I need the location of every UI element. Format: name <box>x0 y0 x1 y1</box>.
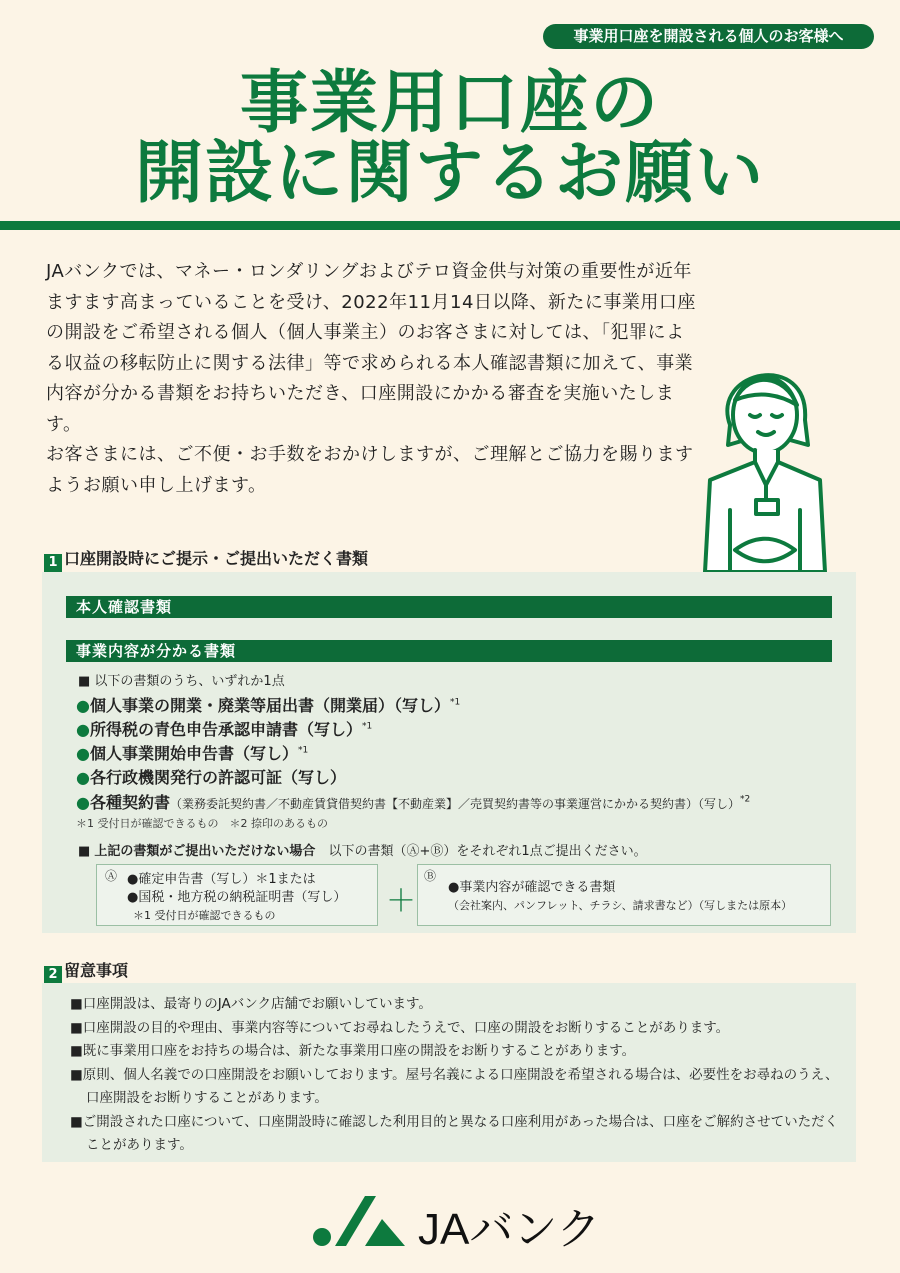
document-item: ●各種契約書（業務委託契約書／不動産賃貸借契約書【不動産業】／売買契約書等の事業運営にかかる契約書）（写し）$^{*2}$ <box>76 793 751 812</box>
title-divider <box>0 221 900 230</box>
notes-panel <box>42 983 856 1162</box>
business-documents-bar: 事業内容が分かる書類 <box>66 640 832 662</box>
document-item: ●各行政機関発行の許認可証（写し） <box>76 768 346 787</box>
option-b-box <box>417 864 831 926</box>
required-documents-panel <box>42 572 856 933</box>
ja-bank-logo <box>310 1192 600 1258</box>
section1-heading <box>44 546 368 572</box>
svg-text:JAバンク: JAバンク <box>418 1205 600 1254</box>
documents-lead: ■ 以下の書類のうち、いずれか1点 <box>78 674 285 689</box>
section2-heading <box>44 958 128 984</box>
document-item: ●個人事業開始申告書（写し）$^{*1}$ <box>76 744 309 763</box>
note-item: ■口座開設は、最寄りのJAバンク店舗でお願いしています。 <box>70 996 432 1012</box>
page-title-line2: 開設に関するお願い <box>134 134 765 213</box>
document-item: ●個人事業の開業・廃業等届出書（開業届）（写し）$^{*1}$ <box>76 696 461 715</box>
note-item: ■ご開設された口座について、口座開設時に確認した利用目的と異なる口座利用があった場合は、口座をご解約させていただくことがあります。 <box>70 1113 839 1153</box>
section-number: 1 <box>44 554 62 572</box>
intro-text <box>46 257 696 501</box>
option-a-box <box>96 864 378 926</box>
option-b-text: ●事業内容が確認できる書類 （会社案内、パンフレット、チラシ、請求書など）（写しまたは原本） <box>448 880 793 912</box>
section1-title: 口座開設時にご提示・ご提出いただく書類 <box>64 549 369 568</box>
option-b-label: Ⓑ <box>424 869 437 883</box>
staff-illustration <box>700 350 830 575</box>
alternative-lead: ■ 上記の書類がご提出いただけない場合 以下の書類（Ⓐ+Ⓑ）をそれぞれ1点ご提出ください。 <box>78 844 647 859</box>
section2-title: 留意事項 <box>64 961 129 980</box>
intro-paragraph: JAバンクでは、マネー・ロンダリングおよびテロ資金供与対策の重要性が近年ますます高まっていることを受け、2022年11月14日以降、新たに事業用口座の開設をご希望される個人（個人事業主）のお客さまに対しては、「犯罪による収益の移転防止に関する法律」等で求められる本人確認書類に加えて、事業内容が分かる書類をお持ちいただき、口座開設にかかる審査を実施いたします。 <box>46 261 696 435</box>
footnote: ＊1 受付日が確認できるもの ＊2 捺印のあるもの <box>76 817 328 830</box>
note-item: ■既に事業用口座をお持ちの場合は、新たな事業用口座の開設をお断りすることがあります。 <box>70 1043 636 1059</box>
section-number: 2 <box>44 966 62 984</box>
note-item: ■原則、個人名義での口座開設をお願いしております。屋号名義による口座開設を希望される場合は、必要性をお尋ねのうえ、口座開設をお断りすることがあります。 <box>70 1066 839 1106</box>
intro-paragraph: お客さまには、ご不便・お手数をおかけしますが、ご理解とご協力を賜りますようお願い申し上げます。 <box>46 444 694 496</box>
plus-icon: ＋ <box>386 884 416 919</box>
page-title-line1: 事業用口座の <box>239 64 660 143</box>
identity-documents-bar: 本人確認書類 <box>66 596 832 618</box>
audience-badge: 事業用口座を開設される個人のお客様へ <box>543 24 874 49</box>
note-item: ■口座開設の目的や理由、事業内容等についてお尋ねしたうえで、口座の開設をお断りすることがあります。 <box>70 1019 730 1036</box>
document-item: ●所得税の青色申告承認申請書（写し）$^{*1}$ <box>76 720 373 739</box>
option-a-label: Ⓐ <box>105 869 118 883</box>
option-a-text: ●確定申告書（写し）＊1または ●国税・地方税の納税証明書（写し） ＊1 受付日が確認できるもの <box>127 872 347 922</box>
